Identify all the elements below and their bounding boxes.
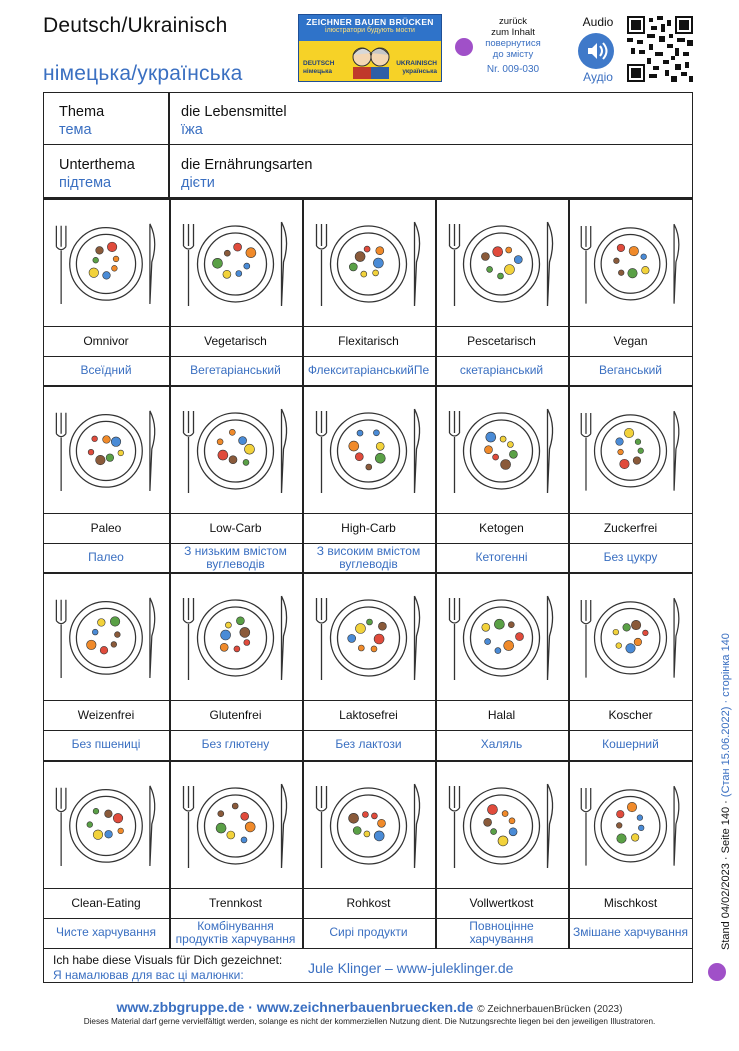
subtopic-value: die Ernährungsarten	[181, 157, 313, 173]
zeichner-logo[interactable]	[298, 14, 442, 82]
diet-plate-image	[169, 760, 302, 888]
diet-label-uk: Без пшениці	[71, 737, 141, 751]
plate-icon	[568, 385, 693, 513]
diet-label-de: Clean-Eating	[71, 896, 141, 910]
footer-note: Dieses Material darf gerne vervielfältigt werden, solange es nicht der kommerziellen Nutzung dient. Die Nutzungsrechte liegen bei den jeweiligen Illustratoren.	[83, 1017, 656, 1026]
diet-plate-image	[169, 198, 302, 326]
diet-plate-image	[43, 385, 169, 513]
audio-label: Audio	[582, 15, 614, 29]
side-bullet-icon	[708, 963, 726, 981]
diet-plate-image	[435, 572, 568, 700]
footer-urls[interactable]: www.zbbgruppe.de · www.zeichnerbauenbruecken.de	[116, 999, 474, 1015]
diet-label-uk: Всеїдний	[80, 363, 132, 377]
topic-row	[43, 92, 693, 145]
diet-plate-image	[568, 198, 693, 326]
plate-icon	[435, 760, 568, 888]
credit-row	[43, 948, 693, 984]
back-to-content-link[interactable]: zurück zum Inhalt повернутися до змісту Nr. 009-030	[470, 16, 556, 75]
diet-label-uk: З високим вмістом вуглеводів	[316, 543, 421, 571]
diet-label-uk: Без глютену	[201, 737, 270, 751]
diet-label-de: Laktosefrei	[339, 708, 398, 722]
diet-label-uk: Палео	[88, 550, 124, 564]
grid-line	[568, 198, 570, 948]
diet-plate-image	[302, 385, 435, 513]
topic-label: Thema	[59, 104, 105, 120]
diet-label-uk: Сирі продукти	[329, 925, 408, 939]
subtopic-row	[43, 145, 693, 198]
speaker-icon	[578, 33, 614, 69]
diet-label-de: High-Carb	[341, 521, 396, 535]
topic-label-uk: тема	[59, 122, 92, 138]
diet-label-uk: Повноцінне харчування	[469, 918, 534, 946]
logo-right-de: UKRAINISCH	[396, 60, 437, 67]
artist-link[interactable]: Jule Klinger – www-juleklinger.de	[308, 960, 514, 976]
page-subtitle: німецька/українська	[43, 62, 243, 85]
diet-label-uk: Змішане харчування	[573, 925, 688, 939]
plate-icon	[568, 198, 693, 326]
diet-label-de: Low-Carb	[209, 521, 262, 535]
side-stamp	[720, 633, 732, 950]
plate-icon	[169, 572, 302, 700]
plate-icon	[169, 198, 302, 326]
diet-label-de: Glutenfrei	[209, 708, 262, 722]
plate-icon	[302, 198, 435, 326]
subtopic-label-uk: підтема	[59, 175, 112, 191]
diet-plate-image	[169, 385, 302, 513]
diet-label-de: Vollwertkost	[469, 896, 534, 910]
diet-label-de: Vegetarisch	[204, 334, 267, 348]
diet-plate-image	[43, 572, 169, 700]
diet-label-de: Vegan	[613, 334, 648, 348]
diet-plate-image	[568, 572, 693, 700]
logo-top-line-uk: ілюстратори будують мости	[325, 27, 415, 34]
diet-label-uk: скетаріанський	[459, 363, 544, 377]
diet-label-de: Zuckerfrei	[603, 521, 658, 535]
side-stamp-uk: (Стан 15.06.2022) · сторінка 140	[720, 633, 732, 798]
plate-icon	[568, 572, 693, 700]
diet-label-de: Weizenfrei	[77, 708, 135, 722]
diet-plate-image	[435, 760, 568, 888]
diet-label-uk: Чисте харчування	[56, 925, 156, 939]
diet-plate-image	[169, 572, 302, 700]
diet-label-de: Trennkost	[209, 896, 262, 910]
plate-icon	[43, 198, 169, 326]
copyright: © ZeichnerbauenBrücken (2023)	[477, 1004, 623, 1015]
plate-icon	[43, 760, 169, 888]
credit-line-uk: Я намалював для вас ці малюнки:	[53, 968, 244, 982]
document-number: Nr. 009-030	[486, 64, 540, 75]
diet-plate-image	[435, 198, 568, 326]
side-stamp-de: Stand 04/02/2023 · Seite 140 ·	[720, 800, 732, 950]
diet-label-uk: ФлекситаріанськийПе	[307, 363, 430, 377]
logo-left-de: DEUTSCH	[303, 60, 335, 67]
logo-right-uk: українська	[402, 68, 437, 75]
qr-code-icon[interactable]	[627, 16, 693, 82]
diet-plate-image	[43, 198, 169, 326]
grid-line	[43, 513, 693, 514]
diet-label-de: Rohkost	[346, 896, 391, 910]
grid-line	[43, 356, 693, 357]
diet-label-uk: Без цукру	[603, 550, 658, 564]
diet-label-uk: Веганський	[599, 363, 662, 377]
footer-links[interactable]	[0, 999, 739, 1015]
audio-button[interactable]	[578, 33, 614, 69]
grid-line	[43, 918, 693, 919]
logo-left-uk: німецька	[303, 68, 333, 75]
plate-icon	[43, 385, 169, 513]
plate-icon	[302, 760, 435, 888]
topic-value-uk: їжа	[181, 122, 203, 138]
diet-plate-image	[568, 760, 693, 888]
grid-line	[43, 700, 693, 701]
diet-label-uk: Комбінування продуктів харчування	[175, 918, 296, 946]
plate-icon	[169, 760, 302, 888]
grid-line	[169, 198, 171, 948]
plate-icon	[435, 198, 568, 326]
diet-label-uk: Кошерний	[602, 737, 659, 751]
grid-line	[43, 198, 693, 200]
subtopic-label: Unterthema	[59, 157, 135, 173]
plate-icon	[43, 572, 169, 700]
diet-label-de: Pescetarisch	[467, 334, 536, 348]
topic-value: die Lebensmittel	[181, 104, 287, 120]
plate-icon	[302, 572, 435, 700]
diet-label-uk: Халяль	[480, 737, 523, 751]
plate-icon	[435, 385, 568, 513]
plate-icon	[568, 760, 693, 888]
illustrators-faces-icon	[349, 39, 393, 79]
subtopic-value-uk: дієти	[181, 175, 215, 191]
plate-icon	[169, 385, 302, 513]
diet-label-de: Paleo	[90, 521, 122, 535]
diet-label-uk: З низьким вмістом вуглеводів	[184, 543, 287, 571]
grid-line	[43, 730, 693, 731]
diet-label-de: Halal	[487, 708, 516, 722]
diet-label-de: Koscher	[608, 708, 653, 722]
diet-plate-image	[302, 572, 435, 700]
diet-plate-image	[435, 385, 568, 513]
diet-plate-image	[568, 385, 693, 513]
plate-icon	[302, 385, 435, 513]
grid-line	[43, 326, 693, 327]
grid-line	[43, 888, 693, 889]
diet-label-de: Omnivor	[83, 334, 129, 348]
grid-line	[302, 198, 304, 948]
diet-plate-image	[302, 198, 435, 326]
credit-line-de: Ich habe diese Visuals für Dich gezeichnet:	[53, 953, 283, 967]
diet-label-uk: Вегетаріанський	[190, 363, 281, 377]
diet-plate-image	[43, 760, 169, 888]
diet-label-de: Mischkost	[603, 896, 658, 910]
diet-label-uk: Без лактози	[335, 737, 402, 751]
diet-label-de: Flexitarisch	[338, 334, 399, 348]
diet-plate-image	[302, 760, 435, 888]
logo-top-line: ZEICHNER BAUEN BRÜCKEN	[306, 17, 434, 27]
diet-label-uk: Кетогенні	[475, 550, 528, 564]
plate-icon	[435, 572, 568, 700]
audio-label-uk: Аудіо	[583, 70, 613, 84]
diet-label-de: Ketogen	[479, 521, 524, 535]
page-title: Deutsch/Ukrainisch	[43, 14, 228, 37]
grid-line	[435, 198, 437, 948]
grid-line	[43, 543, 693, 544]
